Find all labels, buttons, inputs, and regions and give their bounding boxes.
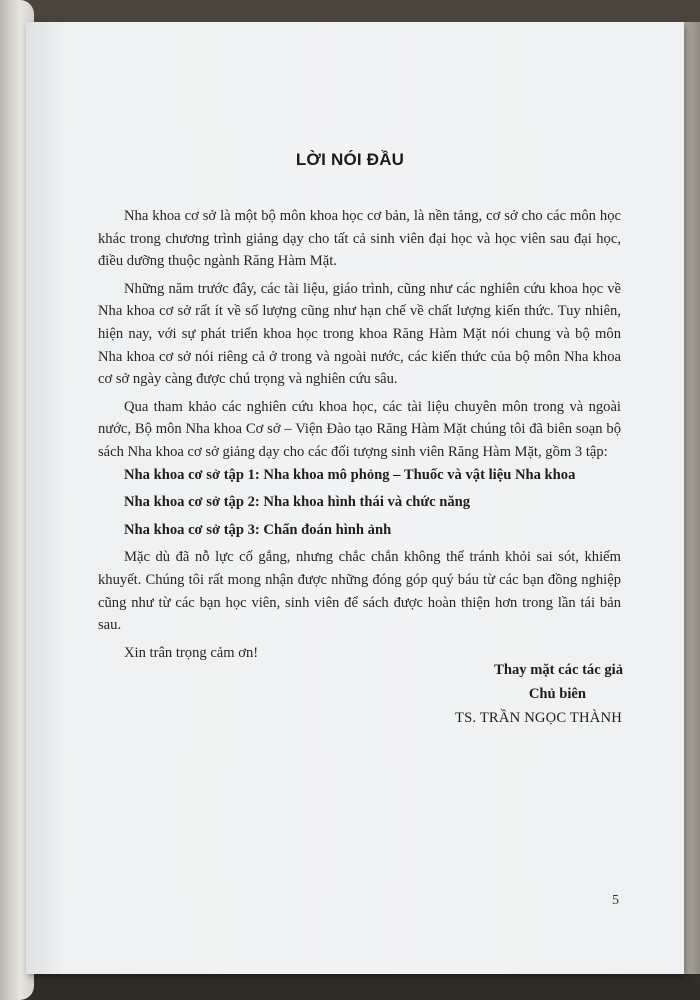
- signature-on-behalf: Thay mặt các tác giả: [494, 662, 623, 678]
- preface-body: [98, 205, 621, 664]
- volume-item-3: Nha khoa cơ sở tập 3: Chẩn đoán hình ảnh: [124, 521, 392, 538]
- signature-name: TS. TRẦN NGỌC THÀNH: [454, 710, 622, 726]
- volume-item-2: Nha khoa cơ sở tập 2: Nha khoa hình thái và chức năng: [124, 494, 471, 511]
- volume-item-1: Nha khoa cơ sở tập 1: Nha khoa mô phỏng – Thuốc và vật liệu Nha khoa: [124, 466, 576, 483]
- page-title: LỜI NÓI ĐẦU: [295, 150, 405, 169]
- page-number: 5: [612, 893, 619, 908]
- thanks-line: Xin trân trọng cảm ơn!: [124, 644, 259, 661]
- signature-role: Chủ biên: [528, 686, 586, 702]
- paragraph-history: Những năm trước đây, các tài liệu, giáo trình, cũng như các nghiên cứu khoa học về Nha khoa cơ sở rất ít về số lượng cũng như hạn chế về chất lượng kiến thức. Tuy nhiên, hiện nay, với sự phát triển khoa học trong khoa Răng Hàm Mặt nói chung và bộ môn Nha khoa cơ sở nói riêng cả ở trong và ngoài nước, các kiến thức của bộ môn Nha khoa cơ sở ngày càng được chú trọng và nghiên cứu sâu.: [98, 280, 621, 388]
- paragraph-intro: Nha khoa cơ sở là một bộ môn khoa học cơ bản, là nền tảng, cơ sở cho các môn học khác trong chương trình giảng dạy cho tất cả sinh viên đại học và học viên sau đại học, điều dưỡng thuộc ngành Răng Hàm Mặt.: [98, 208, 621, 270]
- paragraph-compilation: Qua tham khảo các nghiên cứu khoa học, các tài liệu chuyên môn trong và ngoài nước, Bộ môn Nha khoa Cơ sở – Viện Đào tạo Răng Hàm Mặt chúng tôi đã biên soạn bộ sách Nha khoa cơ sở giảng dạy cho các đối tượng sinh viên Răng Hàm Mặt, gồm 3 tập:: [98, 398, 621, 460]
- paragraph-closing: Mặc dù đã nỗ lực cố gắng, nhưng chắc chắn không thể tránh khỏi sai sót, khiếm khuyết. Chúng tôi rất mong nhận được những đóng góp quý báu từ các bạn đồng nghiệp cũng như từ các bạn học viên, sinh viên để sách được hoàn thiện hơn trong lần tái bản sau.: [98, 549, 621, 634]
